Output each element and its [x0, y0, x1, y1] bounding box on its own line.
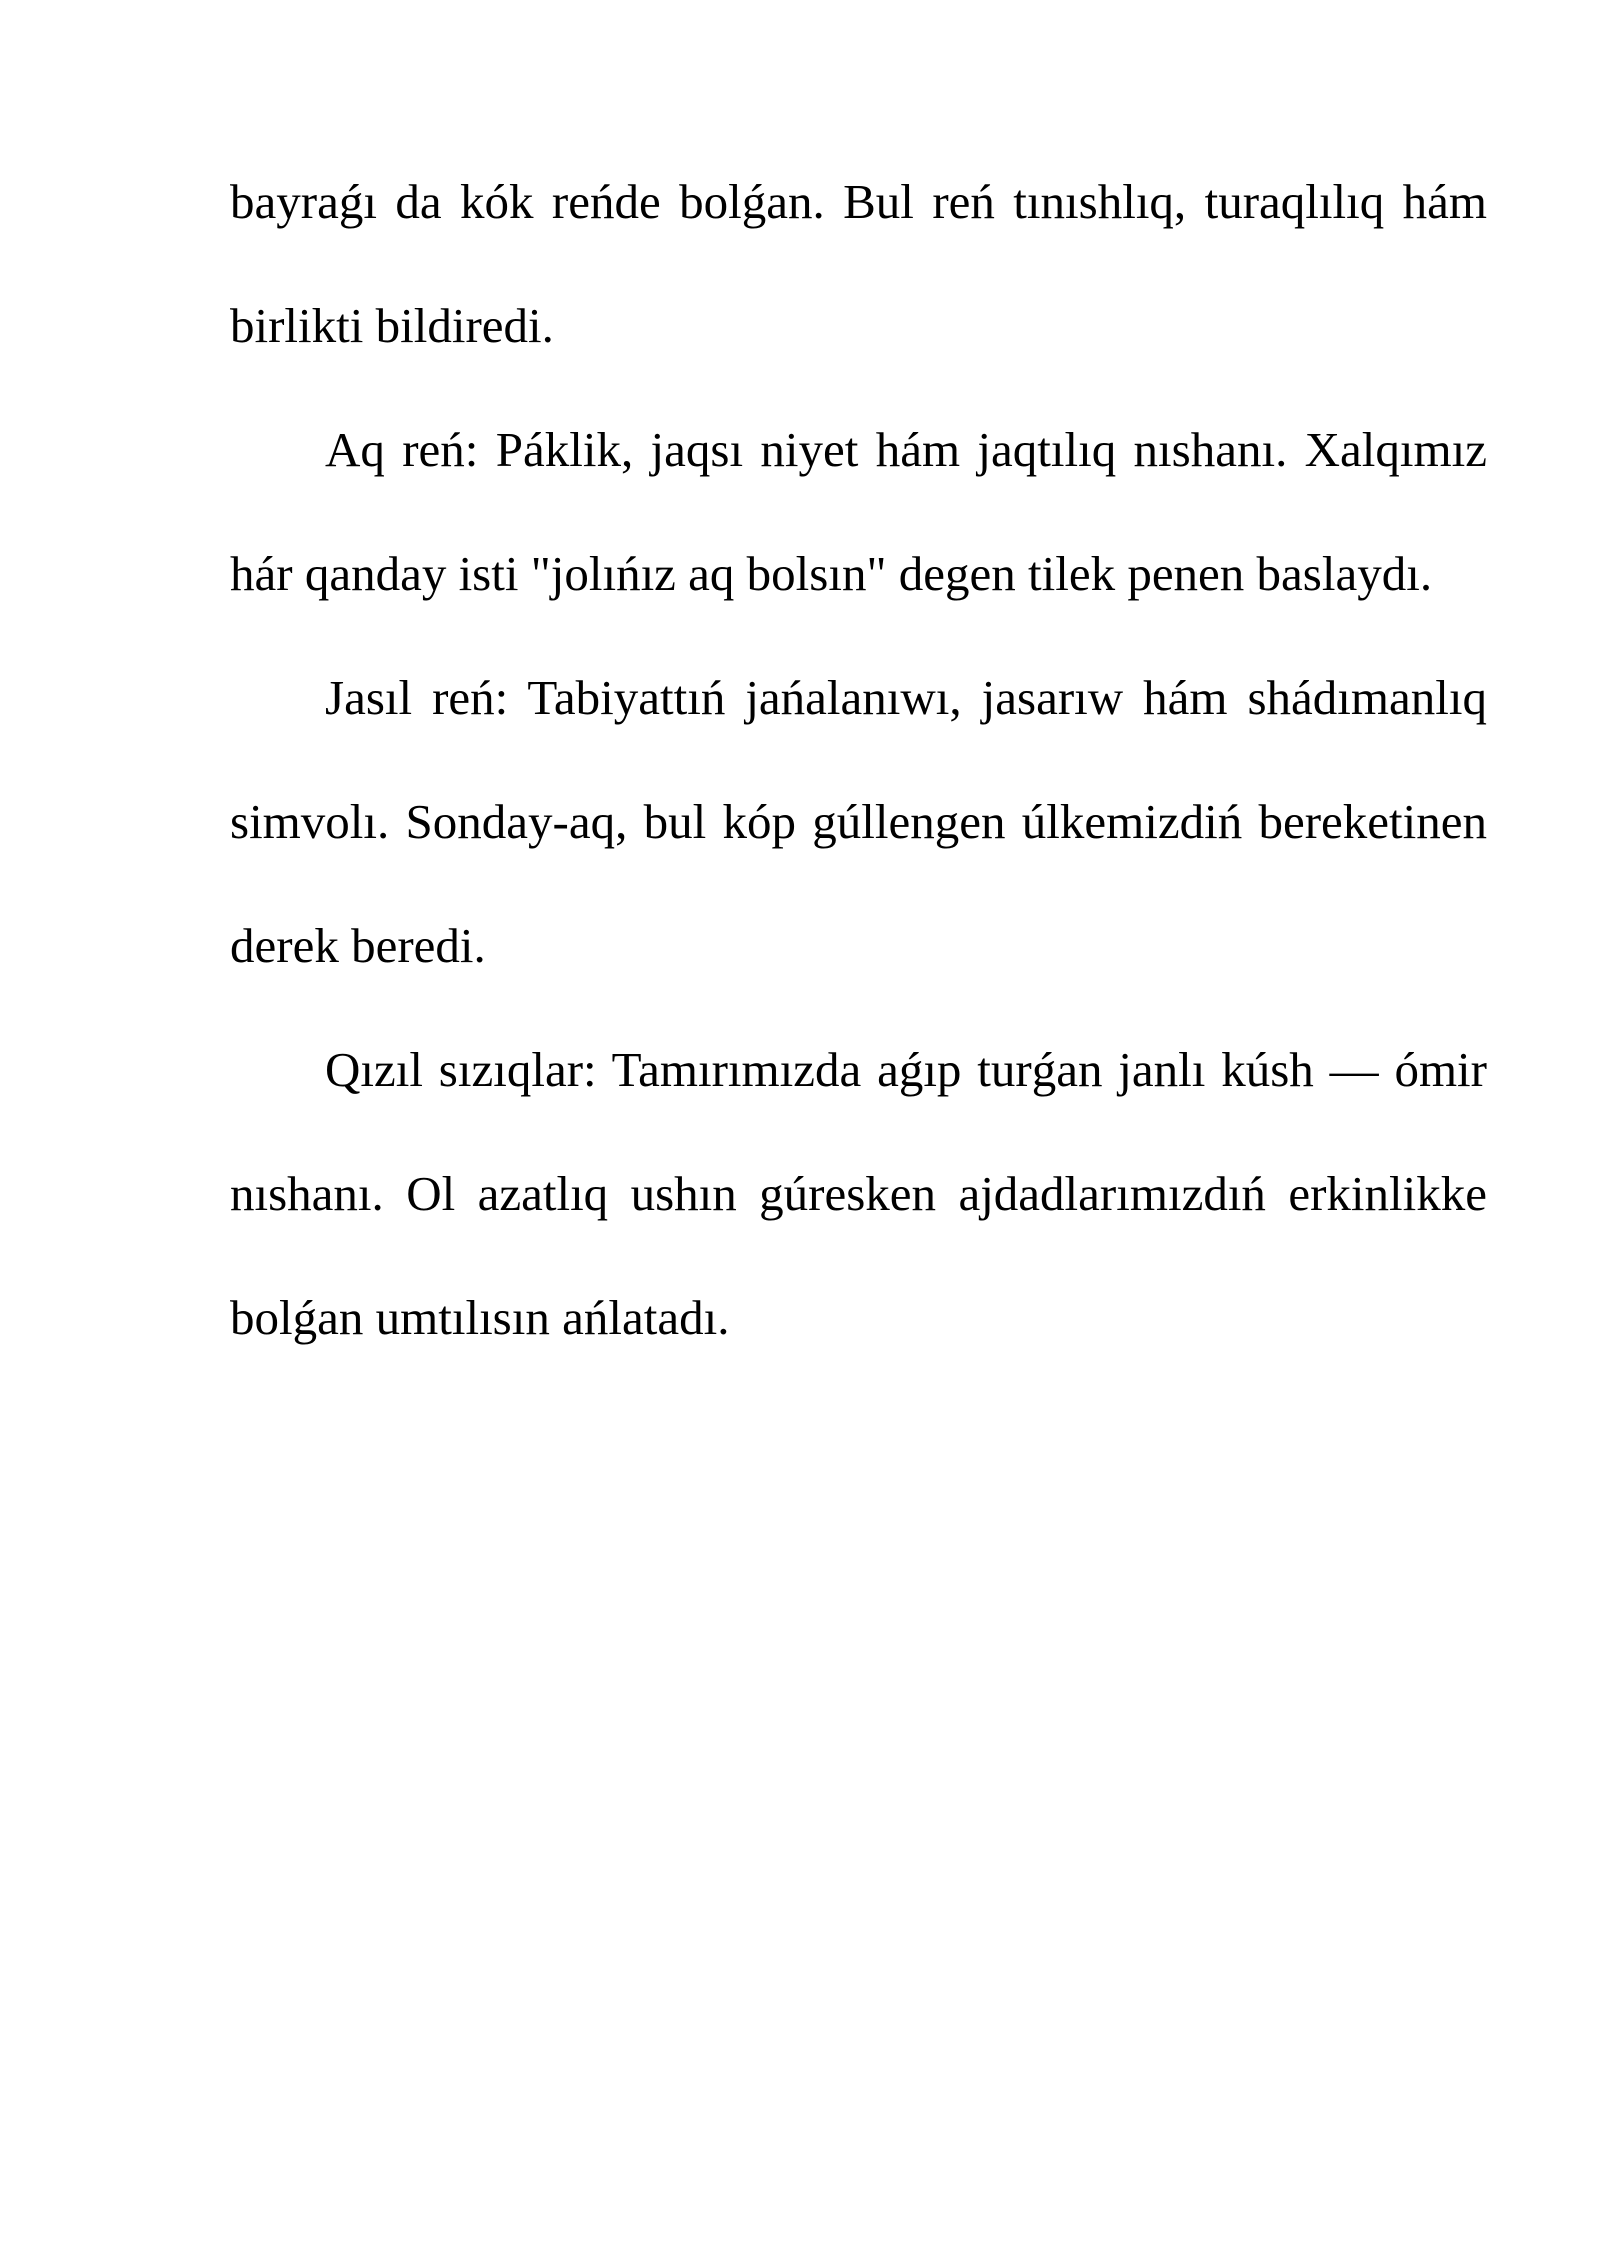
paragraph-white-color: Aq reń: Páklik, jaqsı niyet hám jaqtılıq nıshanı. Xalqımız hár qanday isti "jolıńız aq bolsın" degen tilek penen baslaydı. — [230, 422, 1487, 601]
paragraph-red-stripes: Qızıl sızıqlar: Tamırımızda aǵıp turǵan janlı kúsh — ómir nıshanı. Ol azatlıq ushın gúresken ajdadlarımızdıń erkinlikke bolǵan umtılısın ańlatadı. — [230, 1042, 1487, 1345]
paragraph-flag-blue-continuation: bayraǵı da kók reńde bolǵan. Bul reń tınıshlıq, turaqlılıq hám birlikti bildiredi. — [230, 174, 1487, 353]
paragraph-green-color: Jasıl reń: Tabiyattıń jańalanıwı, jasarıw hám shádımanlıq simvolı. Sonday-aq, bul kóp gúllengen úlkemizdiń bereketinen derek beredi. — [230, 670, 1487, 973]
body-text — [230, 140, 1487, 1380]
